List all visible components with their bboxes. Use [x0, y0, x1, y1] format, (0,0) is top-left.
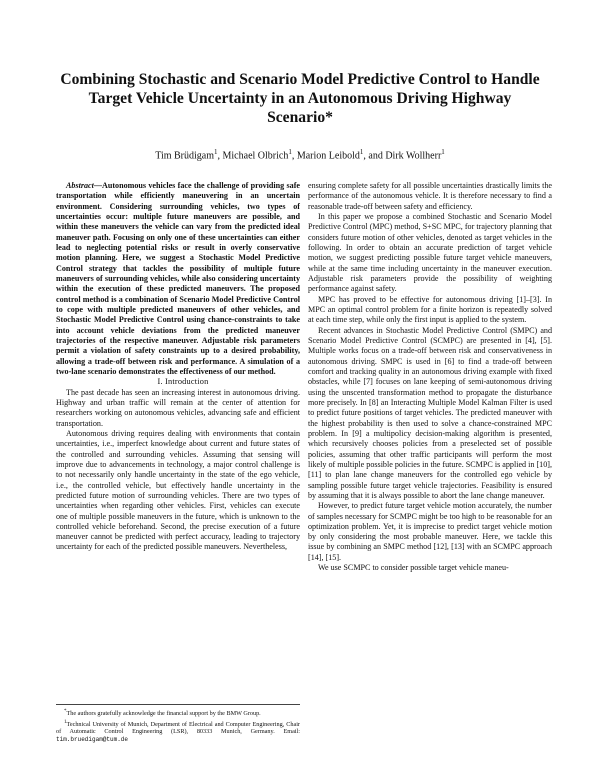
footnote-text: The authors gratefully acknowledge the financial support by the BMW Group.: [66, 710, 261, 718]
body-paragraph: However, to predict future target vehicle motion accurately, the number of samples necessary for SCMPC might be too high to be reasonable for an optimization problem. Yet, it is imprecise to predict target vehicle motion by only considering the most probable maneuver. Here, we tackle this issue by combining an SMPC method [12], [13] with an SCMPC approach [14], [15].: [308, 501, 552, 562]
right-column: [308, 181, 552, 573]
abstract-label: Abstract: [66, 181, 94, 190]
author-name: Marion Leibold: [296, 150, 360, 162]
body-paragraph: In this paper we propose a combined Stochastic and Scenario Model Predictive Control (MPC) method, S+SC MPC, for trajectory planning that considers future motion of other vehicles, denoted as target vehicles in the following. In order to obtain an accurate prediction of target vehicle motion, we suggest predicting possible future target vehicle maneuvers, while at the same time including uncertainty in the maneuver execution. Adjustable risk parameters provide the possibility of weighting performance against safety.: [308, 211, 552, 294]
author-name: Tim Brüdigam: [155, 150, 215, 162]
footnote-text: Technical University of Munich, Department of Electrical and Computer Engineering, Chair of Automatic Control Engineering (LSR), 80333 Munich, Germany. Email:: [56, 720, 300, 736]
author-separator: , and: [363, 150, 386, 162]
author-name: Dirk Wollherr: [385, 150, 442, 162]
author-affiliation-mark: 1: [288, 148, 292, 156]
footnote-funding: [56, 708, 300, 718]
author-email: tim.bruedigam@tum.de: [56, 735, 129, 743]
footnote-affiliation: [56, 719, 300, 744]
body-paragraph: ensuring complete safety for all possible uncertainties drastically limits the performance of the autonomous vehicle. It is therefore necessary to find a reasonable trade-off between safety and efficiency.: [308, 181, 552, 211]
author-affiliation-mark: 1: [441, 148, 445, 156]
author-affiliation-mark: 1: [359, 148, 364, 156]
body-paragraph: We use SCMPC to consider possible target vehicle maneu-: [318, 563, 509, 573]
abstract-text: Autonomous vehicles face the challenge of providing safe transportation while efficiently maneuvering in an uncertain environment. Considering surrounding vehicles, two types of uncertainties occur: multiple future maneuvers are possible, and within these maneuvers the vehicle can vary from the predicted ideal maneuver path. Focusing on only one of these uncertainties can either lead to neglecting potential risks or result in overly conservative motion planning. Here, we suggest a Stochastic Model Predictive Control strategy that tackles the possibility of multiple future maneuvers of surrounding vehicles, while also considering uncertainty within the execution of these predicted maneuvers. The proposed control method is a combination of Scenario Model Predictive Control to cope with multiple predicted maneuvers of other vehicles, and Stochastic Model Predictive Control using chance-constraints to take into account vehicle deviations from the predicted maneuver trajectories of the respective maneuver. Adjustable risk parameters permit a violation of safety constraints up to a desired probability, allowing a trade-off between risk and performance. A simulation of a two-lane scenario demonstrates the effectiveness of our method.: [56, 181, 300, 376]
body-paragraph: MPC has proved to be effective for autonomous driving [1]–[3]. In MPC an optimal control problem for a finite horizon is repeatedly solved at each time step, while only the first input is applied to the system.: [308, 294, 552, 325]
author-list: [60, 146, 540, 162]
author-separator: ,: [217, 150, 223, 162]
author-name: Michael Olbrich: [222, 150, 289, 162]
left-column: [56, 181, 300, 553]
footnote-mark: 1: [64, 719, 67, 725]
body-paragraph: Autonomous driving requires dealing with environments that contain uncertainties, i.e., imperfect knowledge about current and future states of the controlled and surrounding vehicles. Assuming that sensing will improve due to advancements in technology, a major control challenge is to not necessarily only handle uncertainty in the state of the ego vehicle, i.e., the controlled vehicle, but effectively handle uncertainty in the predicted future motion of surrounding vehicles. There are two types of uncertainties when regarding other vehicles. First, vehicles can execute one of multiple possible maneuvers in the future, which is unknown to the controlled vehicle beforehand. Second, the precise execution of a future maneuver cannot be predicted with perfect accuracy, leading to trajectory uncertainty for each of the predicted possible maneuvers. Nevertheless,: [56, 428, 300, 552]
body-paragraph: Recent advances in Stochastic Model Predictive Control (SMPC) and Scenario Model Predictive Control (SCMPC) are presented in [4], [5]. Multiple works focus on a trade-off between risk and conservativeness in autonomous driving. SMPC is used in [6] to find a trade-off between comfort and tracking quality in an autonomous driving example with fixed obstacles, while [7] focuses on lane keeping of semi-autonomous driving using the unscented transformation method to propagate the disturbance more precisely. In [8] an Interacting Multiple Model Kalman Filter is used to predict future positions of target vehicles. The predicted maneuver with the highest probability is then used to solve a chance-constrained MPC problem. In [9] a multipolicy decision-making algorithm is presented, which recursively chooses policies from a preselected set of possible policies, assuming that other traffic participants will perform the most likely of multiple possible policies in the future. SCMPC is applied in [10], [11] to plan lane change maneuvers for the controlled ego vehicle by sampling possible future target vehicle trajectories. Feasibility is ensured by assuming that it is always possible to abort the lane change maneuver.: [308, 325, 552, 500]
author-separator: ,: [291, 150, 297, 162]
footnote-mark: *: [64, 709, 67, 714]
author-affiliation-mark: 1: [214, 148, 218, 156]
footnotes: [56, 704, 300, 745]
abstract: [56, 181, 300, 377]
section-heading-introduction: I. Introduction: [157, 377, 209, 387]
body-paragraph: The past decade has seen an increasing interest in autonomous driving. Highway and urban traffic will remain at the center of attention for researchers working on autonomous vehicles, advancing safe and efficient transportation.: [56, 387, 300, 428]
abstract-dash: —: [93, 181, 102, 190]
paper-title: Combining Stochastic and Scenario Model Predictive Control to Handle Target Vehicle Uncertainty in an Autonomous Driving Highway Scenario*: [60, 71, 540, 126]
